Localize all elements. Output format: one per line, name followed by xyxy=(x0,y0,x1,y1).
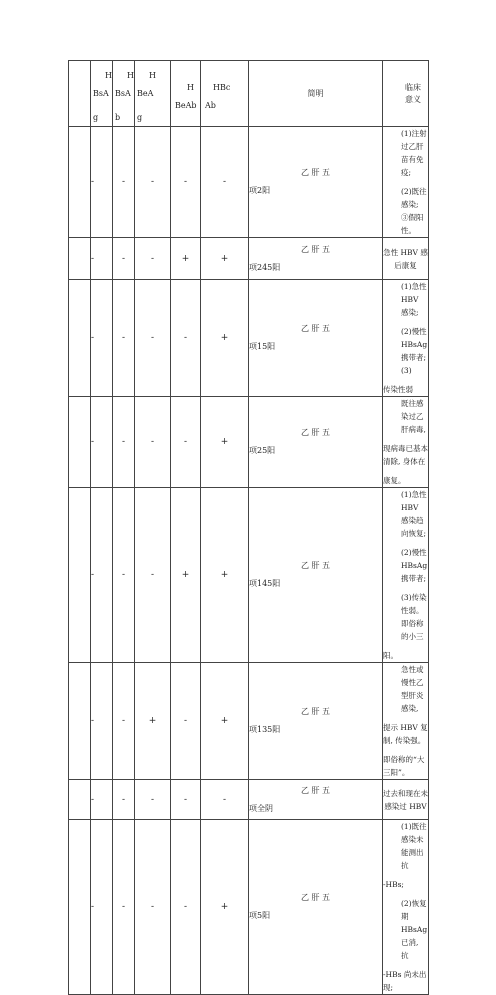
short-name-line: 乙 肝 五 xyxy=(300,244,331,254)
marker-cell: + xyxy=(201,820,249,995)
clinical-meaning-line: (3)传染性弱。即俗称的小三 xyxy=(401,593,427,641)
clinical-meaning-cell xyxy=(383,663,429,780)
header-hbcab: HBc Ab xyxy=(201,61,249,127)
marker-cell: - xyxy=(113,820,135,995)
header-hbeag: H BeA g xyxy=(135,61,171,127)
clinical-meaning-line: (1)急性 HBV 感染; xyxy=(401,282,427,317)
marker-cell: + xyxy=(201,488,249,663)
marker-cell: - xyxy=(113,780,135,820)
marker-cell: - xyxy=(201,127,249,238)
row-blank-cell xyxy=(69,820,91,995)
clinical-meaning-line: 阳。 xyxy=(383,651,398,660)
table-row xyxy=(69,397,429,488)
short-name-line: 乙 肝 五 xyxy=(300,785,331,795)
clinical-meaning-line: (2)慢性 HBsAg 携带者; (3) xyxy=(401,327,428,375)
short-name-cell xyxy=(249,280,383,397)
short-name-line: 乙 肝 五 xyxy=(300,428,331,437)
header-row xyxy=(69,61,429,127)
clinical-meaning-line: 即俗称的“大三阳”。 xyxy=(383,755,425,777)
clinical-meaning-line: (1)既往感染未能测出抗 xyxy=(401,822,427,870)
row-blank-cell xyxy=(69,397,91,488)
clinical-meaning-line: 急性 HBV 感后康复 xyxy=(383,247,428,270)
marker-cell: + xyxy=(201,397,249,488)
table-row xyxy=(69,280,429,397)
marker-cell: - xyxy=(113,238,135,280)
short-name-line: 项15阳 xyxy=(249,342,276,351)
marker-cell: - xyxy=(91,280,113,397)
clinical-meaning-cell xyxy=(383,238,429,280)
short-name-line: 项245阳 xyxy=(249,262,281,272)
header-clinical-meaning: 临床意义 xyxy=(383,61,429,127)
header-hbsag: H BsA g xyxy=(91,61,113,127)
marker-cell: + xyxy=(201,238,249,280)
marker-cell: - xyxy=(91,820,113,995)
row-blank-cell xyxy=(69,280,91,397)
table-row xyxy=(69,127,429,238)
clinical-meaning-line: 康复。 xyxy=(383,476,406,485)
short-name-line: 乙 肝 五 xyxy=(300,707,331,716)
marker-cell: + xyxy=(171,488,201,663)
marker-cell: - xyxy=(91,488,113,663)
header-hbsab: H BsA b xyxy=(113,61,135,127)
short-name-cell xyxy=(249,397,383,488)
clinical-meaning-line: (2)既往感染; ③假阳性。 xyxy=(401,187,427,235)
clinical-meaning-line: 过去和现在未感染过 HBV xyxy=(383,788,428,811)
marker-cell: + xyxy=(135,663,171,780)
marker-cell: - xyxy=(91,397,113,488)
marker-cell: - xyxy=(91,238,113,280)
clinical-meaning-cell xyxy=(383,397,429,488)
row-blank-cell xyxy=(69,238,91,280)
table-row xyxy=(69,663,429,780)
marker-cell: - xyxy=(113,280,135,397)
row-blank-cell xyxy=(69,780,91,820)
marker-cell: + xyxy=(171,238,201,280)
clinical-meaning-line: (2)恢复期 HBsAg 已消, 抗 xyxy=(401,899,428,960)
short-name-line: 项145阳 xyxy=(249,579,281,588)
marker-cell: - xyxy=(171,397,201,488)
short-name-cell xyxy=(249,238,383,280)
marker-cell: - xyxy=(135,280,171,397)
marker-cell: - xyxy=(135,397,171,488)
clinical-meaning-line: 传染性弱 xyxy=(383,385,413,394)
marker-cell: - xyxy=(201,780,249,820)
short-name-line: 项5阳 xyxy=(249,911,271,920)
marker-cell: - xyxy=(135,127,171,238)
short-name-cell xyxy=(249,663,383,780)
marker-cell: - xyxy=(171,280,201,397)
short-name-line: 项25阳 xyxy=(249,446,276,455)
short-name-cell xyxy=(249,488,383,663)
hbv-five-items-table xyxy=(68,60,429,995)
clinical-meaning-line: 急性或慢性乙型肝炎感染, xyxy=(401,665,424,713)
marker-cell: - xyxy=(135,780,171,820)
marker-cell: + xyxy=(201,663,249,780)
marker-cell: - xyxy=(171,780,201,820)
marker-cell: - xyxy=(113,397,135,488)
marker-cell: - xyxy=(171,127,201,238)
marker-cell: - xyxy=(171,820,201,995)
marker-cell: - xyxy=(113,127,135,238)
clinical-meaning-line: 现病毒已基本清除, 身体在 xyxy=(383,444,428,466)
clinical-meaning-line: 既往感染过乙肝病毒, xyxy=(401,399,426,434)
marker-cell: - xyxy=(135,820,171,995)
clinical-meaning-line: (2)慢性 HBsAg 携带者; xyxy=(401,548,428,583)
clinical-meaning-line: -HBs 尚未出现; xyxy=(383,970,427,992)
marker-cell: - xyxy=(113,488,135,663)
clinical-meaning-line: -HBs; xyxy=(383,880,404,889)
marker-cell: - xyxy=(135,488,171,663)
marker-cell: - xyxy=(91,663,113,780)
clinical-meaning-cell xyxy=(383,820,429,995)
short-name-line: 项2阳 xyxy=(249,186,271,195)
header-blank xyxy=(69,61,91,127)
marker-cell: - xyxy=(113,663,135,780)
row-blank-cell xyxy=(69,488,91,663)
clinical-meaning-line: 提示 HBV 复制, 传染强。 xyxy=(383,723,428,745)
short-name-cell xyxy=(249,780,383,820)
short-name-line: 乙 肝 五 xyxy=(300,893,331,902)
clinical-meaning-cell xyxy=(383,280,429,397)
header-short-name: 简明 xyxy=(249,61,383,127)
short-name-line: 项135阳 xyxy=(249,725,281,734)
table-row xyxy=(69,238,429,280)
row-blank-cell xyxy=(69,127,91,238)
clinical-meaning-line: (1)注射过乙肝苗有免疫; xyxy=(401,129,427,177)
short-name-cell xyxy=(249,820,383,995)
marker-cell: + xyxy=(201,280,249,397)
clinical-meaning-cell xyxy=(383,127,429,238)
clinical-meaning-cell xyxy=(383,780,429,820)
short-name-line: 乙 肝 五 xyxy=(300,324,331,333)
short-name-line: 乙 肝 五 xyxy=(300,168,331,177)
marker-cell: - xyxy=(91,780,113,820)
marker-cell: - xyxy=(91,127,113,238)
short-name-line: 项全阴 xyxy=(249,803,273,813)
marker-cell: - xyxy=(135,238,171,280)
clinical-meaning-cell xyxy=(383,488,429,663)
header-hbeab: H BeAb xyxy=(171,61,201,127)
row-blank-cell xyxy=(69,663,91,780)
marker-cell: - xyxy=(171,663,201,780)
table-row xyxy=(69,820,429,995)
clinical-meaning-line: (1)急性 HBV 感染趋向恢复; xyxy=(401,490,427,538)
table-row xyxy=(69,488,429,663)
table-row xyxy=(69,780,429,820)
short-name-cell xyxy=(249,127,383,238)
short-name-line: 乙 肝 五 xyxy=(300,561,331,570)
